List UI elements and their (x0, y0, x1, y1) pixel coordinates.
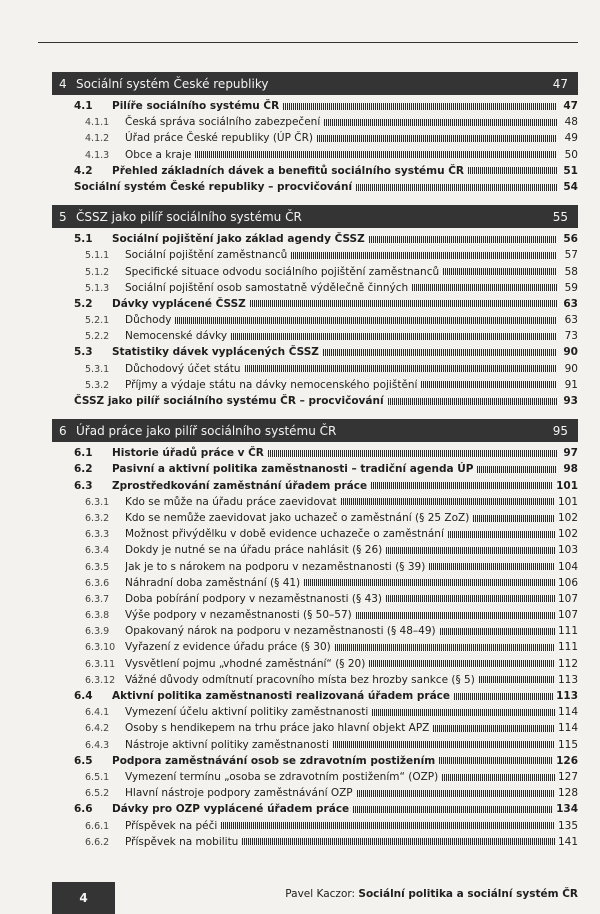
entry-title: Nástroje aktivní politiky zaměstnanosti (125, 738, 329, 751)
entry-title: Aktivní politika zaměstnanosti realizovaná úřadem práce (112, 690, 451, 702)
dot-leader (448, 531, 555, 538)
dot-leader (412, 284, 557, 291)
toc-subsection-entry (52, 672, 578, 688)
dot-leader (341, 498, 555, 505)
entry-number: 6.3.1 (85, 496, 110, 508)
dot-leader (221, 822, 555, 829)
entry-page: 101 (556, 479, 578, 492)
toc-subsection-entry (52, 607, 578, 623)
entry-page: 56 (563, 233, 578, 246)
dot-leader (386, 547, 555, 554)
toc-section-entry (52, 478, 578, 494)
entry-number: 6.5.1 (85, 771, 110, 783)
entry-page: 63 (564, 314, 578, 327)
entry-title: Sociální pojištění osob samostatně výdělečně činných (125, 281, 409, 294)
entry-title: Důchody (125, 314, 172, 327)
entry-page: 48 (564, 116, 578, 129)
entry-number: 5.2 (74, 297, 93, 310)
entry-title: Vymezení termínu „osoba se zdravotním postižením“ (OZP) (125, 770, 439, 783)
entry-number: 6.3.9 (85, 626, 110, 638)
entry-page: 73 (564, 330, 578, 343)
entry-number: 6.2 (74, 463, 93, 476)
entry-page: 104 (557, 560, 578, 573)
dot-leader (386, 595, 555, 602)
toc-subsection-entry (52, 280, 578, 296)
entry-page: 54 (563, 180, 578, 193)
toc-section-entry (52, 753, 578, 769)
entry-title: Opakovaný nárok na podporu v nezaměstnanosti (§ 48–49) (125, 625, 436, 638)
entry-title: Jak je to s nárokem na podporu v nezaměstnanosti (§ 39) (125, 560, 426, 573)
toc-exercise-entry (52, 393, 578, 409)
dot-leader (245, 365, 557, 372)
entry-title: Doba pobírání podpory v nezaměstnanosti (§ 43) (125, 592, 383, 605)
entry-title: Sociální pojištění zaměstnanců (125, 249, 288, 262)
entry-title: Vysvětlení pojmu „vhodné zaměstnání“ (§ 20) (125, 657, 366, 670)
entry-number: 6.5 (74, 754, 93, 767)
entry-page: 107 (557, 592, 578, 605)
entry-title: Dávky vyplácené ČSSZ (112, 297, 246, 310)
top-rule (38, 42, 578, 43)
dot-leader (479, 676, 555, 683)
entry-number: 4.1.2 (85, 133, 110, 145)
entry-title: Nemocenské dávky (125, 330, 228, 343)
footer-page-number: 4 (52, 882, 115, 914)
toc-subsection-entry (52, 510, 578, 526)
dot-leader (324, 119, 557, 126)
toc-subsection-entry (52, 247, 578, 263)
dot-leader (250, 300, 557, 307)
entry-title: Pilíře sociálního systému ČR (112, 100, 280, 112)
dot-leader (369, 236, 557, 243)
entry-page: 127 (557, 770, 578, 783)
entry-number: 6.3.3 (85, 529, 110, 541)
entry-title: Osoby s hendikepem na trhu práce jako hlavní objekt APZ (125, 722, 430, 735)
entry-number: 5.3.2 (85, 379, 110, 391)
entry-title: Zprostředkování zaměstnání úřadem práce (112, 479, 368, 492)
toc-subsection-entry (52, 720, 578, 736)
toc-subsection-entry (52, 559, 578, 575)
toc-section-entry (52, 445, 578, 461)
toc-section-entry (52, 801, 578, 817)
entry-page: 134 (556, 803, 578, 816)
entry-page: 63 (563, 297, 578, 310)
entry-number: 4.2 (74, 164, 93, 177)
entry-title: Výše podpory v nezaměstnanosti (§ 50–57) (125, 609, 352, 622)
entry-title: Specifické situace odvodu sociálního pojištění zaměstnanců (125, 265, 440, 278)
dot-leader (372, 709, 555, 716)
entry-number: 5.1.3 (85, 282, 110, 294)
dot-leader (371, 482, 553, 489)
entry-number: 6.3.4 (85, 545, 110, 557)
entry-number: 6.4.1 (85, 707, 110, 719)
entry-number: 5.1.2 (85, 266, 110, 278)
dot-leader (421, 381, 557, 388)
toc-subsection-entry (52, 312, 578, 328)
dot-leader (291, 252, 557, 259)
toc-subsection-entry (52, 377, 578, 393)
entry-page: 49 (564, 132, 578, 145)
toc-subsection-entry (52, 818, 578, 834)
toc-section-entry (52, 344, 578, 360)
toc-subsection-entry (52, 704, 578, 720)
chapter-title: ČSSZ jako pilíř sociálního systému ČR (76, 209, 302, 224)
dot-leader (323, 349, 557, 356)
entry-page: 126 (556, 754, 578, 767)
entry-page: 111 (557, 641, 578, 654)
dot-leader (335, 644, 555, 651)
entry-number: 6.6.2 (85, 836, 110, 848)
entry-number: 5.3 (74, 346, 93, 359)
entry-number: 6.6 (74, 803, 93, 816)
dot-leader (304, 579, 555, 586)
entry-page: 103 (557, 544, 578, 557)
entry-page: 58 (564, 265, 578, 278)
entry-number: 6.3.12 (85, 674, 116, 686)
chapter-heading (52, 205, 578, 228)
entry-number: 6.3.2 (85, 512, 110, 524)
entry-number: 6.3.6 (85, 577, 110, 589)
entry-title: Statistiky dávek vyplácených ČSSZ (112, 346, 319, 359)
chapter-number: 6 (59, 423, 67, 438)
entry-number: 6.3.8 (85, 610, 110, 622)
chapter-heading (52, 419, 578, 442)
toc-subsection-entry (52, 737, 578, 753)
entry-number: 5.1 (74, 233, 93, 246)
entry-title: Náhradní doba zaměstnání (§ 41) (125, 576, 301, 589)
entry-number: 6.3.5 (85, 561, 110, 573)
entry-page: 98 (563, 463, 578, 476)
entry-page: 112 (557, 657, 578, 670)
entry-number: 6.1 (74, 447, 93, 460)
chapter-page: 95 (552, 423, 568, 438)
toc-section-entry (52, 688, 578, 704)
entry-title: Kdo se může na úřadu práce zaevidovat (125, 495, 337, 508)
entry-number: 4.1 (74, 100, 93, 112)
dot-leader (356, 184, 557, 191)
entry-page: 59 (564, 281, 578, 294)
entry-title: Obce a kraje (125, 148, 192, 161)
dot-leader (231, 333, 557, 340)
entry-title: Příspěvek na mobilitu (125, 835, 239, 848)
dot-leader (317, 135, 557, 142)
chapter-title: Sociální systém České republiky (76, 76, 269, 91)
entry-page: 47 (563, 100, 578, 112)
dot-leader (439, 757, 553, 764)
entry-page: 93 (563, 395, 578, 407)
entry-title: Dávky pro OZP vyplácené úřadem práce (112, 803, 350, 816)
chapter-page: 55 (552, 209, 568, 224)
toc-subsection-entry (52, 591, 578, 607)
entry-title: Příspěvek na péči (125, 819, 218, 832)
toc-section-entry (52, 163, 578, 179)
table-of-contents (52, 72, 578, 850)
chapter-number: 5 (59, 209, 67, 224)
dot-leader (175, 317, 557, 324)
entry-number: 6.6.1 (85, 820, 110, 832)
entry-number: 6.4.2 (85, 723, 110, 735)
entry-title: Přehled základních dávek a benefitů sociálního systému ČR (112, 164, 465, 177)
entry-title: Vážné důvody odmítnutí pracovního místa bez hrozby sankce (§ 5) (125, 673, 475, 686)
entry-title: Úřad práce České republiky (ÚP ČR) (125, 132, 313, 145)
entry-title: Vyřazení z evidence úřadu práce (§ 30) (125, 641, 331, 654)
entry-page: 90 (564, 362, 578, 375)
entry-title: ČSSZ jako pilíř sociálního systému ČR – procvičování (74, 395, 384, 407)
toc-subsection-entry (52, 639, 578, 655)
entry-page: 115 (557, 738, 578, 751)
entry-page: 106 (557, 576, 578, 589)
entry-title: Sociální pojištění jako základ agendy ČSSZ (112, 233, 365, 246)
toc-subsection-entry (52, 328, 578, 344)
entry-page: 91 (564, 378, 578, 391)
toc-subsection-entry (52, 526, 578, 542)
entry-number: 5.3.1 (85, 363, 110, 375)
entry-page: 50 (564, 148, 578, 161)
toc-subsection-entry (52, 114, 578, 130)
toc-subsection-entry (52, 769, 578, 785)
footer-book-title: Sociální politika a sociální systém ČR (358, 888, 578, 900)
toc-subsection-entry (52, 623, 578, 639)
entry-page: 114 (557, 706, 578, 719)
dot-leader (357, 790, 555, 797)
dot-leader (333, 741, 555, 748)
chapter-heading (52, 72, 578, 95)
chapter-title: Úřad práce jako pilíř sociálního systému ČR (76, 423, 337, 438)
entry-number: 6.3.10 (85, 642, 116, 654)
entry-page: 102 (557, 528, 578, 541)
toc-subsection-entry (52, 361, 578, 377)
toc-subsection-entry (52, 130, 578, 146)
toc-subsection-entry (52, 785, 578, 801)
dot-leader (433, 725, 555, 732)
dot-leader (473, 515, 555, 522)
toc-subsection-entry (52, 494, 578, 510)
entry-number: 6.3.11 (85, 658, 116, 670)
dot-leader (477, 466, 557, 473)
entry-number: 6.3 (74, 479, 93, 492)
entry-title: Příjmy a výdaje státu na dávky nemocenského pojištění (125, 378, 418, 391)
entry-title: Historie úřadů práce v ČR (112, 447, 264, 460)
entry-page: 114 (557, 722, 578, 735)
entry-page: 97 (563, 447, 578, 460)
entry-title: Sociální systém České republiky – procvičování (74, 180, 353, 193)
dot-leader (353, 806, 553, 813)
chapter-page: 47 (552, 76, 568, 91)
chapter-number: 4 (59, 76, 67, 91)
dot-leader (440, 628, 555, 635)
entry-number: 4.1.1 (85, 117, 110, 129)
entry-page: 141 (557, 835, 578, 848)
toc-section-entry (52, 98, 578, 114)
toc-subsection-entry (52, 834, 578, 850)
entry-number: 6.4.3 (85, 739, 110, 751)
entry-title: Hlavní nástroje podpory zaměstnávání OZP (125, 787, 353, 800)
entry-page: 51 (563, 164, 578, 177)
toc-subsection-entry (52, 264, 578, 280)
entry-number: 4.1.3 (85, 149, 110, 161)
entry-page: 135 (557, 819, 578, 832)
toc-exercise-entry (52, 179, 578, 195)
entry-title: Důchodový účet státu (125, 362, 241, 375)
entry-title: Česká správa sociálního zabezpečení (125, 116, 321, 129)
entry-page: 102 (557, 511, 578, 524)
entry-title: Možnost přivýdělku v době evidence uchazeče o zaměstnání (125, 528, 444, 541)
entry-number: 5.1.1 (85, 250, 110, 262)
entry-number: 6.3.7 (85, 593, 110, 605)
entry-number: 6.5.2 (85, 788, 110, 800)
dot-leader (369, 660, 555, 667)
entry-title: Dokdy je nutné se na úřadu práce nahlásit (§ 26) (125, 544, 383, 557)
toc-subsection-entry (52, 542, 578, 558)
dot-leader (195, 151, 557, 158)
toc-subsection-entry (52, 575, 578, 591)
entry-page: 113 (556, 690, 578, 702)
entry-page: 57 (564, 249, 578, 262)
footer-running-title (285, 888, 578, 900)
entry-title: Kdo se nemůže zaevidovat jako uchazeč o zaměstnání (§ 25 ZoZ) (125, 511, 470, 524)
toc-section-entry (52, 231, 578, 247)
entry-page: 128 (557, 787, 578, 800)
dot-leader (356, 612, 555, 619)
dot-leader (283, 103, 557, 110)
entry-number: 6.4 (74, 690, 93, 702)
entry-page: 101 (557, 495, 578, 508)
entry-page: 111 (557, 625, 578, 638)
dot-leader (388, 398, 557, 405)
toc-subsection-entry (52, 147, 578, 163)
dot-leader (429, 563, 555, 570)
dot-leader (242, 838, 555, 845)
entry-page: 113 (557, 673, 578, 686)
entry-number: 5.2.1 (85, 315, 110, 327)
entry-page: 107 (557, 609, 578, 622)
toc-subsection-entry (52, 656, 578, 672)
dot-leader (468, 167, 557, 174)
entry-page: 90 (563, 346, 578, 359)
entry-title: Pasivní a aktivní politika zaměstnanosti – tradiční agenda ÚP (112, 463, 474, 476)
dot-leader (454, 693, 553, 700)
dot-leader (443, 268, 557, 275)
entry-title: Podpora zaměstnávání osob se zdravotním postižením (112, 754, 436, 767)
entry-title: Vymezení účelu aktivní politiky zaměstnanosti (125, 706, 369, 719)
footer-author: Pavel Kaczor: (285, 888, 356, 900)
dot-leader (442, 774, 555, 781)
toc-section-entry (52, 461, 578, 477)
toc-section-entry (52, 296, 578, 312)
entry-number: 5.2.2 (85, 331, 110, 343)
dot-leader (268, 450, 557, 457)
